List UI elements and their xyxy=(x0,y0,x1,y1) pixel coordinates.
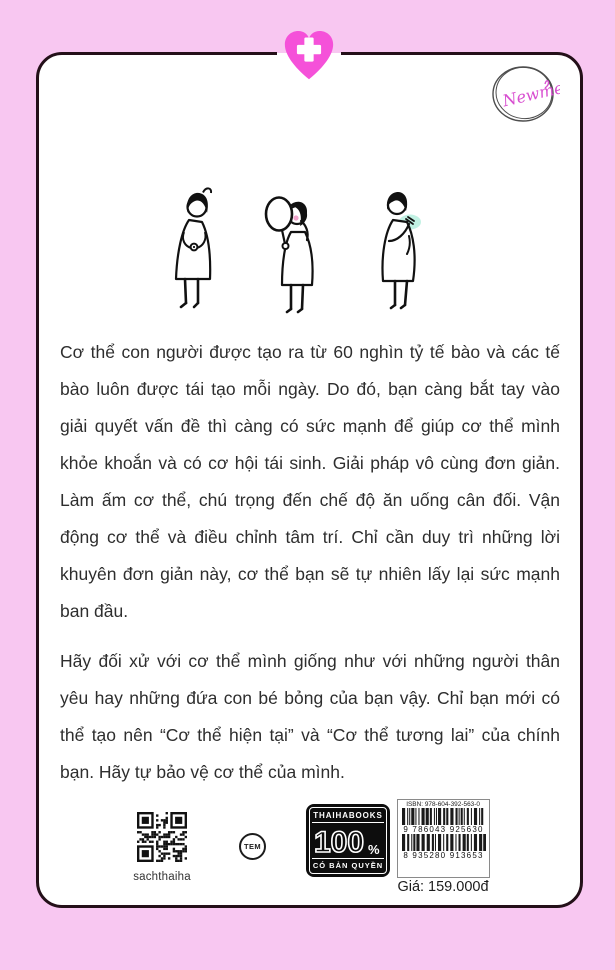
body-text xyxy=(60,334,560,804)
divider xyxy=(312,858,384,859)
ean-number-top: 9 786043 925630 xyxy=(403,825,484,834)
hundred-percent-mark xyxy=(311,825,385,857)
isbn-label: ISBN: 978-604-392-563-0 xyxy=(406,801,481,808)
barcode-block xyxy=(397,799,490,878)
woman-hands-on-stomach-icon xyxy=(167,186,223,324)
publisher-badge-frame xyxy=(309,807,387,874)
divider xyxy=(312,822,384,823)
qr-code xyxy=(130,812,194,883)
ean-number-bottom: 8 935280 913653 xyxy=(403,851,484,860)
newme-logo xyxy=(488,62,560,128)
publisher-brand: THAIHABOOKS xyxy=(313,811,383,820)
qr-caption: sachthaiha xyxy=(133,871,191,883)
barcode-icon xyxy=(401,834,486,851)
tem-stamp xyxy=(239,833,266,860)
publisher-copyright-badge xyxy=(306,804,390,877)
paragraph-1: Cơ thể con người được tạo ra từ 60 nghìn tỷ tế bào và các tế bào luôn được tái tạo mỗi ngày. Do đó, bạn càng bắt tay vào giải quyết vấn đề thì càng có sức mạnh để giúp cơ thể mình khỏe khoắn và có cơ hội tái sinh. Giải pháp vô cùng đơn giản. Làm ấm cơ thể, chú trọng đến chế độ ăn uống cân đối. Vận động cơ thể và điều chỉnh tâm trí. Chỉ cần duy trì những lời khuyên đơn giản này, cơ thể bạn sẽ tự nhiên lấy lại sức mạnh ban đầu. xyxy=(60,342,560,621)
price-label: Giá: 159.000đ xyxy=(397,879,489,895)
qr-code-icon xyxy=(137,812,187,862)
publisher-tagline: CÓ BẢN QUYỀN xyxy=(312,861,384,870)
percent-sign: % xyxy=(368,841,380,857)
heart-medical-cross-icon xyxy=(283,28,335,86)
newme-logo-text: Newme xyxy=(500,78,560,111)
heart-badge xyxy=(277,24,341,92)
hundred-percent-value: 100 xyxy=(314,825,365,857)
paragraph-2: Hãy đối xử với cơ thể mình giống như với những người thân yêu hay những đứa con bé bỏng của bạn vậy. Chỉ bạn mới có thể tạo nên “Cơ thể hiện tại” và “Cơ thể tương lai” của chính bạn. Hãy tự bảo vệ cơ thể của mình. xyxy=(60,651,560,782)
barcode-icon xyxy=(401,808,486,825)
tem-stamp-label: TEM xyxy=(243,842,262,851)
woman-looking-in-hand-mirror-icon xyxy=(263,190,319,324)
woman-touching-shoulder-icon xyxy=(369,188,425,322)
